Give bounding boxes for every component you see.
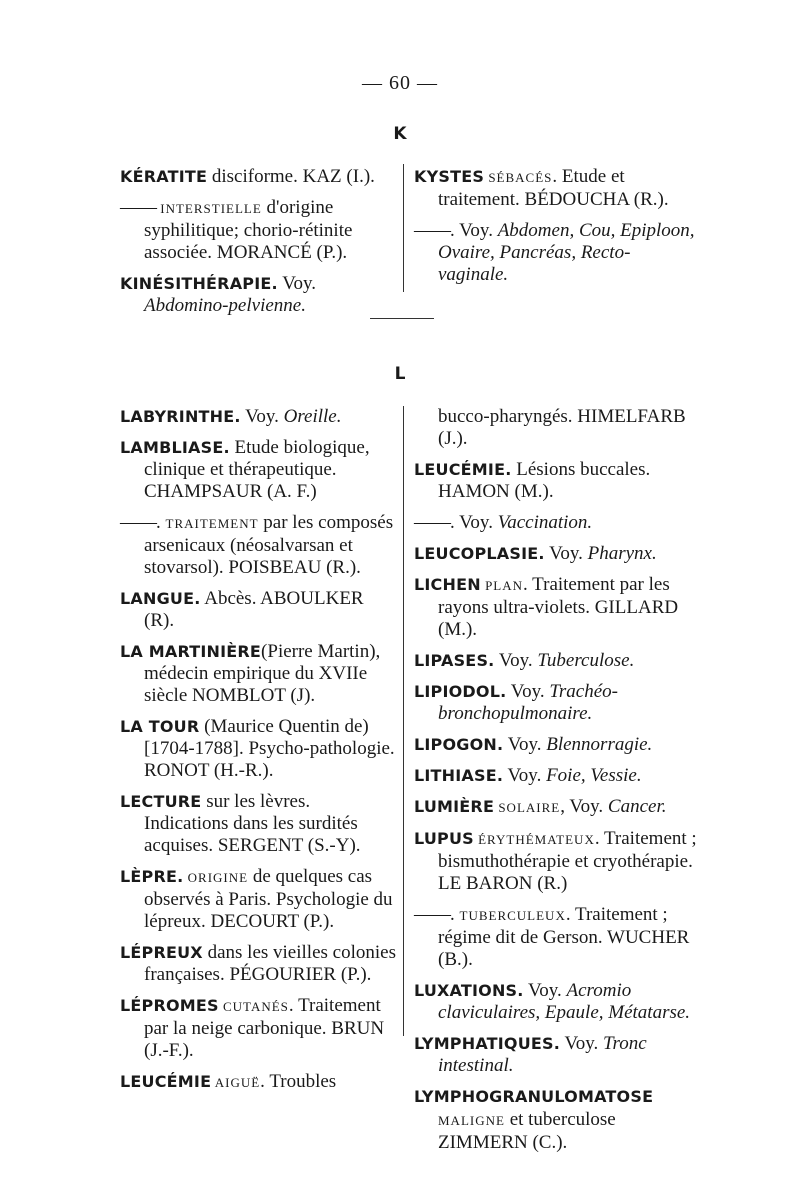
index-entry [120, 588, 398, 632]
entry-headword: LIPASES. [414, 651, 495, 670]
entry-crossref: Vaccination. [497, 512, 593, 533]
entry-text: Abcès. ABOULKER (R). [144, 588, 364, 631]
entry-text: dans les vieilles colonies françaises. PÉGOURIER (P.). [144, 942, 396, 985]
entry-text: . [156, 512, 166, 533]
entry-crossref: Abdomen, Cou, Epiploon, Ovaire, Pancréas, Recto-vaginale. [438, 220, 695, 285]
entry-text: Voy. [544, 543, 588, 564]
entry-text: Voy. [506, 681, 550, 702]
column-l-left [120, 406, 398, 1103]
entry-text: . Troubles [260, 1071, 337, 1092]
column-k-left [120, 166, 398, 326]
entry-text: (Pierre Martin), médecin empirique du XVIIe siècle NOMBLOT (J). [144, 641, 381, 706]
entry-text: par les composés arsenicaux (néosalvarsan et stovarsol). POISBEAU (R.). [144, 512, 394, 578]
index-entry [120, 197, 398, 264]
index-entry [120, 942, 398, 986]
entry-dash: —— [120, 197, 156, 218]
index-entry [120, 406, 398, 428]
index-entry [414, 166, 696, 211]
entry-text: Etude biologique, clinique et thérapeutique. CHAMPSAUR (A. F.) [144, 437, 370, 502]
column-k-right [414, 166, 696, 295]
entry-crossref: Foie, Vessie. [546, 765, 642, 786]
column-divider-l [403, 406, 404, 1036]
index-entry [414, 734, 699, 756]
index-entry [414, 406, 699, 450]
entry-headword: LANGUE. [120, 589, 201, 608]
entry-headword: LUPUS [414, 829, 474, 848]
entry-headword: LA TOUR [120, 717, 200, 736]
entry-text: (Maurice Quentin de) [1704-1788]. Psycho-pathologie. RONOT (H.-R.). [144, 716, 395, 781]
entry-dash: —— [414, 220, 450, 241]
entry-qualifier: INTERSTIELLE [156, 201, 262, 216]
section-divider [370, 318, 434, 319]
entry-text: . Traitement ; régime dit de Gerson. WUCHER (B.). [438, 904, 690, 970]
entry-text: . Voy. [450, 220, 498, 241]
column-divider-k [403, 164, 404, 292]
entry-headword: LEUCÉMIE. [414, 460, 512, 479]
entry-text: Voy. [494, 650, 538, 671]
entry-qualifier: PLAN [480, 578, 524, 593]
index-entry [120, 641, 398, 707]
index-entry [120, 437, 398, 503]
entry-crossref: Cancer. [607, 796, 667, 817]
entry-qualifier: ORIGINE [183, 870, 249, 885]
entry-headword: LECTURE [120, 792, 202, 811]
index-entry [414, 512, 699, 534]
entry-text: . Traitement par les rayons ultra-violets. GILLARD (M.). [438, 574, 679, 640]
entry-headword: LYMPHOGRANULOMATOSE [414, 1087, 654, 1106]
index-entry [120, 866, 398, 933]
index-entry [414, 220, 696, 286]
index-entry [414, 765, 699, 787]
entry-qualifier: AIGUË [211, 1075, 261, 1090]
entry-headword: LIPIODOL. [414, 682, 507, 701]
entry-headword: LUXATIONS. [414, 981, 524, 1000]
entry-text: , Voy. [560, 796, 608, 817]
entry-qualifier: SOLAIRE [494, 800, 561, 815]
entry-headword: LUMIÈRE [414, 797, 495, 816]
section-letter-k: K [393, 124, 407, 144]
entry-headword: LAMBLIASE. [120, 438, 230, 457]
entry-qualifier: CUTANÉS [218, 999, 289, 1014]
entry-text: . [450, 904, 460, 925]
entry-text: Voy. [240, 406, 284, 427]
entry-qualifier: SÉBACÉS [484, 170, 553, 185]
entry-text: Voy. [523, 980, 567, 1001]
entry-crossref: Abdomino-pelvienne. [144, 295, 306, 316]
entry-headword: LABYRINTHE. [120, 407, 241, 426]
index-entry [414, 459, 699, 503]
entry-qualifier: ÉRYTHÉMATEUX [473, 832, 595, 847]
column-l-right [414, 406, 699, 1163]
entry-text: Voy. [503, 734, 547, 755]
entry-text: . Traitement ; bismuthothérapie et cryothérapie. LE BARON (R.) [438, 828, 697, 894]
entry-headword: KINÉSITHÉRAPIE. [120, 274, 278, 293]
entry-qualifier: TRAITEMENT [165, 516, 259, 531]
entry-qualifier: TUBERCULEUX [459, 908, 566, 923]
entry-headword: LICHEN [414, 575, 481, 594]
entry-text: Voy. [503, 765, 547, 786]
entry-headword: KÉRATITE [120, 167, 208, 186]
entry-headword: LÉPREUX [120, 943, 203, 962]
section-letter-l: L [394, 364, 406, 384]
index-entry [414, 681, 699, 725]
entry-headword: KYSTES [414, 167, 485, 186]
entry-headword: LEUCOPLASIE. [414, 544, 545, 563]
index-entry [120, 273, 398, 317]
index-entry [120, 166, 398, 188]
entry-qualifier: MALIGNE [438, 1113, 505, 1128]
entry-crossref: Tuberculose. [537, 650, 635, 671]
entry-headword: LEUCÉMIE [120, 1072, 212, 1091]
entry-headword: LÉPROMES [120, 996, 219, 1015]
index-entry [120, 512, 398, 579]
entry-text: . Etude et traitement. BÉDOUCHA (R.). [438, 166, 669, 210]
entry-crossref: Tronc intestinal. [438, 1033, 647, 1076]
entry-text: disciforme. KAZ (I.). [207, 166, 375, 187]
entry-crossref: Acromio claviculaires, Epaule, Métatarse. [438, 980, 691, 1023]
entry-text: d'origine syphilitique; chorio-rétinite associée. MORANCÉ (P.). [144, 197, 353, 263]
entry-headword: LIPOGON. [414, 735, 504, 754]
index-entry [414, 980, 699, 1024]
entry-text: . Traitement par la neige carbonique. BRUN (J.-F.). [144, 995, 385, 1061]
index-entry [414, 574, 699, 641]
index-entry [414, 828, 699, 895]
entry-headword: LA MARTINIÈRE [120, 642, 262, 661]
entry-crossref: Pharynx. [587, 543, 657, 564]
entry-crossref: Blennorragie. [546, 734, 653, 755]
index-entry [120, 791, 398, 857]
entry-text: de quelques cas observés à Paris. Psychologie du lépreux. DECOURT (P.). [144, 866, 393, 932]
entry-text: sur les lèvres. Indications dans les surdités acquises. SERGENT (S.-Y). [144, 791, 361, 856]
entry-text: Lésions buccales. HAMON (M.). [438, 459, 651, 502]
index-entry [414, 650, 699, 672]
entry-text: et tuberculose ZIMMERN (C.). [438, 1109, 616, 1153]
index-entry [414, 796, 699, 819]
index-entry [120, 1071, 398, 1094]
entry-dash: —— [414, 512, 450, 533]
entry-crossref: Trachéo-bronchopulmonaire. [438, 681, 618, 724]
entry-text: bucco-pharyngés. HIMELFARB (J.). [438, 406, 686, 449]
entry-headword: LITHIASE. [414, 766, 504, 785]
index-entry [414, 543, 699, 565]
index-entry [120, 716, 398, 782]
page-number: — 60 — [362, 72, 438, 94]
index-entry [414, 904, 699, 971]
entry-headword: LYMPHATIQUES. [414, 1034, 561, 1053]
entry-crossref: Oreille. [283, 406, 342, 427]
index-entry [414, 1086, 699, 1154]
index-entry [414, 1033, 699, 1077]
index-entry [120, 995, 398, 1062]
entry-text: Voy. [560, 1033, 604, 1054]
entry-text: . Voy. [450, 512, 498, 533]
entry-dash: —— [120, 512, 156, 533]
entry-dash: —— [414, 904, 450, 925]
entry-headword: LÈPRE. [120, 867, 184, 886]
entry-text: Voy. [277, 273, 316, 294]
